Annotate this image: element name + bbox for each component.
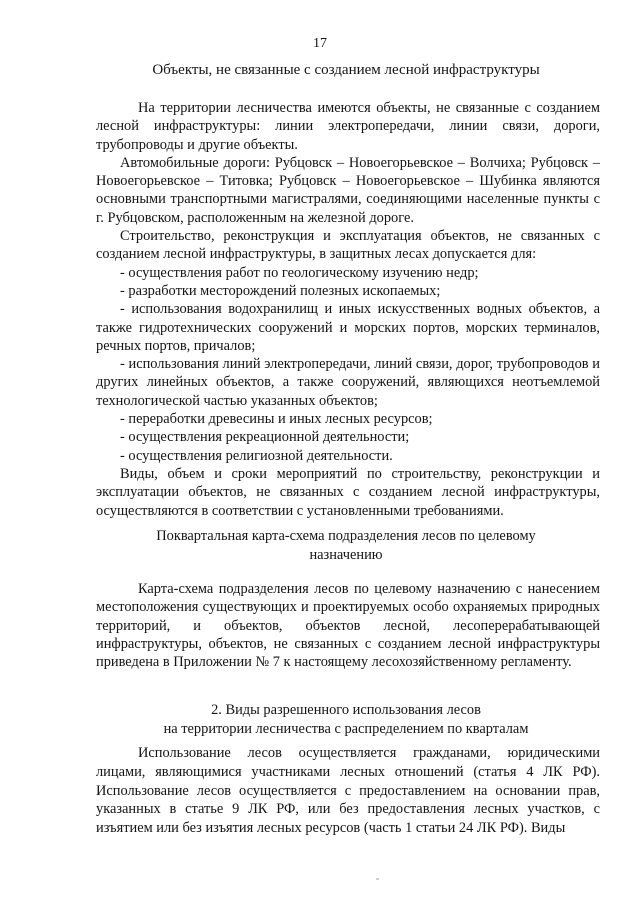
- heading-section2-line2: на территории лесничества с распределением по кварталам: [163, 721, 529, 737]
- scan-speck: [376, 878, 379, 880]
- heading-objects: Объекты, не связанные с созданием лесной инфраструктуры: [152, 62, 540, 78]
- list-item: - осуществления религиозной деятельности.: [120, 447, 393, 464]
- paragraph-forest-use: Использование лесов осуществляется гражданами, юридическими лицами, являющимися участниками лесных отношений (статья 4 ЛК РФ). Использование лесов осуществляется с предоставлением на основании прав, указанных в статье 9 ЛК РФ, или без предоставления лесных участков, с изъятием или без изъятия лесных ресурсов (часть 1 статьи 24 ЛК РФ). Виды: [96, 745, 600, 837]
- paragraph-intro: На территории лесничества имеются объекты, не связанные с созданием лесной инфраструктуры: линии электропередачи, линии связи, дороги, трубопроводы и другие объекты.: [96, 100, 600, 153]
- section-objects-body: [96, 99, 600, 520]
- section-2-body: [96, 744, 600, 838]
- heading-map-line1: Поквартальная карта-схема подразделения лесов по целевому: [156, 528, 536, 544]
- paragraph-construction: Строительство, реконструкция и эксплуатация объектов, не связанных с созданием лесной инфраструктуры, в защитных лесах допускается для:: [96, 228, 600, 263]
- list-item: - переработки древесины и иных лесных ресурсов;: [120, 411, 433, 428]
- page-number: 17: [313, 36, 327, 51]
- list-item: - осуществления рекреационной деятельности;: [120, 429, 410, 446]
- list-item: - осуществления работ по геологическому изучению недр;: [120, 264, 479, 281]
- heading-section2-line1: 2. Виды разрешенного использования лесов: [211, 702, 481, 718]
- heading-map-scheme: [96, 527, 596, 565]
- paragraph-roads: Автомобильные дороги: Рубцовск – Новоегорьевское – Волчиха; Рубцовск – Новоегорьевское – Титовка; Рубцовск – Новоегорьевское – Шубинка являются основными транспортными магистралями, соединяющими населенные пункты с г. Рубцовском, расположенным на железной дороге.: [96, 154, 600, 226]
- list-item: - использования водохранилищ и иных искусственных водных объектов, а также гидротехнических сооружений и морских портов, морских терминалов, речных портов, причалов;: [96, 301, 600, 354]
- paragraph-map: Карта-схема подразделения лесов по целевому назначению с нанесением местоположения существующих и проектируемых особо охраняемых природных территорий, и объектов, объектов лесной, лесоперерабатывающей инфраструктуры, объектов, не связанных с созданием лесной инфраструктуры приведена в Приложении № 7 к настоящему лесохозяйственному регламенту.: [96, 581, 600, 671]
- section-map-body: [96, 580, 600, 671]
- list-item: - разработки месторождений полезных ископаемых;: [120, 282, 441, 299]
- heading-map-line2: назначению: [309, 547, 383, 563]
- list-item: - использования линий электропередачи, линий связи, дорог, трубопроводов и других линейных объектов, а также сооружений, являющихся неотъемлемой технологической частью указанных объектов;: [96, 356, 600, 409]
- paragraph-requirements: Виды, объем и сроки мероприятий по строительству, реконструкции и эксплуатации объектов, не связанных с созданием лесной инфраструктуры, осуществляются в соответствии с установленными требованиями.: [96, 465, 600, 519]
- heading-section-2: [96, 701, 596, 739]
